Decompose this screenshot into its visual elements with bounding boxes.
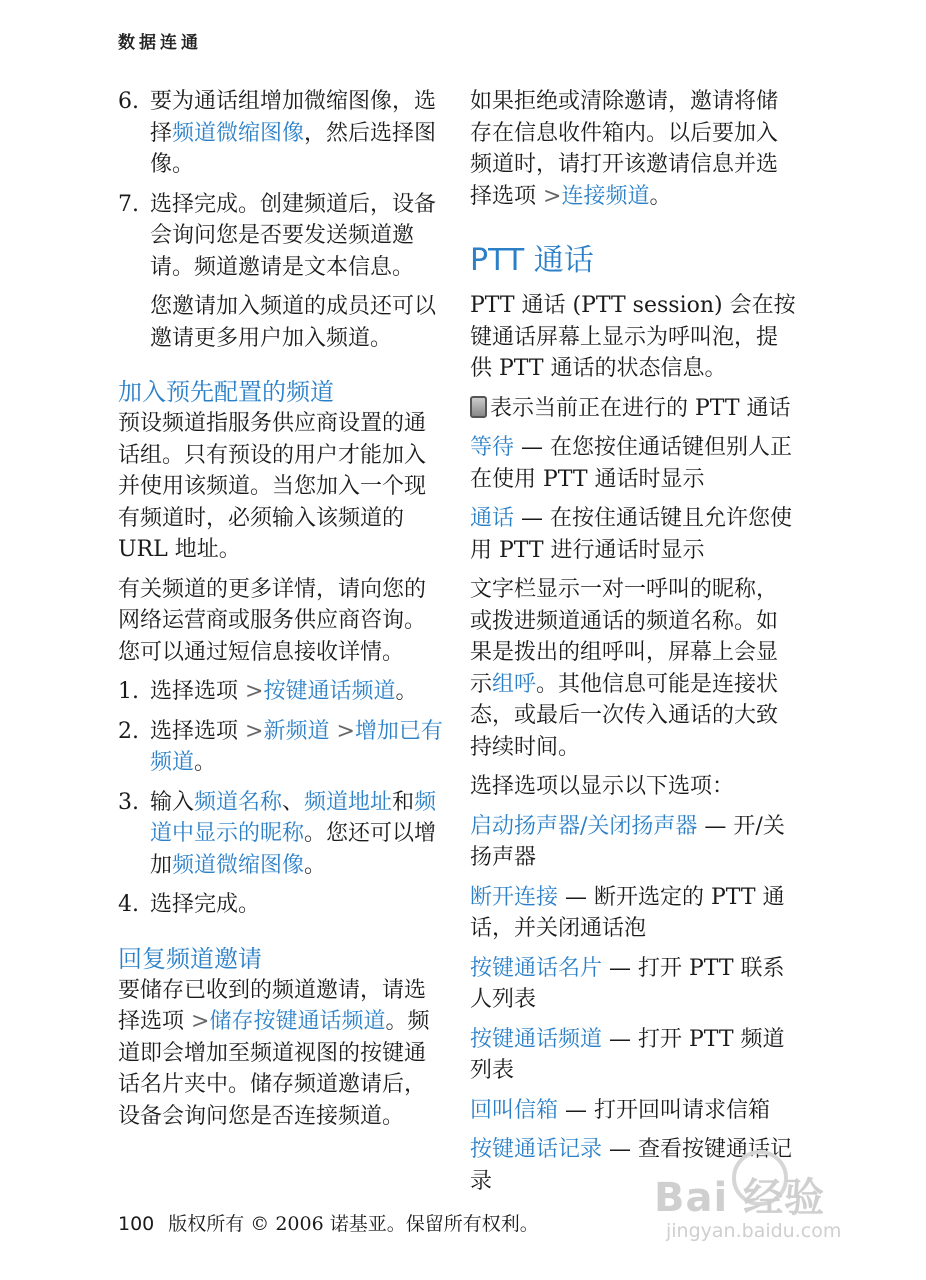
- ptt-session-icon: [470, 396, 487, 418]
- text: 选择: [470, 774, 515, 799]
- key-label: 选项: [140, 1009, 185, 1034]
- key-label: 选项: [194, 679, 239, 704]
- step-text: 选择: [150, 679, 195, 704]
- preset-step-3: [118, 787, 446, 882]
- key-label: 选项: [514, 774, 559, 799]
- term: 断开连接: [470, 884, 559, 910]
- step-number: 1.: [118, 679, 139, 704]
- menu-link: 按键通话频道: [263, 679, 396, 704]
- arrow: >: [329, 718, 355, 744]
- text: 。: [649, 183, 672, 209]
- paragraph: 预设频道指服务供应商设置的通话组。只有预设的用户才能加入并使用该频道。当您加入一个现有频道时，必须输入该频道的 URL 地址。: [118, 411, 427, 562]
- description: — 在您按住通话键但别人正在使用 PTT 通话时显示: [470, 435, 793, 492]
- description: — 在按住通话键且允许您使用 PTT 进行通话时显示: [470, 506, 793, 563]
- menu-link: 储存按键通话频道: [209, 1009, 386, 1034]
- menu-link: 频道名称: [194, 789, 283, 815]
- step-text: ，然后选择图像。: [150, 120, 437, 177]
- text: 。其他信息可能是连接状态，或最后一次传入通话的大致持续时间。: [470, 671, 779, 760]
- step-text: 要为通话组增加微缩图像，选择: [150, 89, 437, 146]
- step-number: 3.: [118, 789, 139, 815]
- step-text: 输入: [150, 789, 195, 815]
- watermark-url: jingyan.baidu.com: [666, 1220, 842, 1242]
- paragraph: [118, 975, 446, 1133]
- menu-link: 频道微缩图像: [172, 120, 305, 146]
- step-text: 、: [282, 789, 305, 815]
- step-7-note: 您邀请加入频道的成员还可以邀请更多用户加入频道。: [150, 294, 437, 351]
- text: 文字栏显示一对一呼叫的昵称，或拨进频道通话的频道名称。如果是拨出的组呼叫，屏幕上会显示: [470, 577, 779, 697]
- option-speaker: [470, 811, 796, 874]
- step-text: 选择: [150, 718, 195, 744]
- text: 表示当前正在进行的 PTT 通话: [490, 395, 791, 421]
- arrow: >: [238, 679, 264, 704]
- running-header: 数据连通: [118, 33, 202, 53]
- page-number: 100: [118, 1213, 155, 1235]
- paragraph: [470, 393, 796, 425]
- footer: [118, 1209, 539, 1236]
- term: 通话: [470, 506, 515, 531]
- arrow: >: [536, 183, 562, 209]
- step-text: 。: [395, 679, 418, 704]
- description: — 开/关扬声器: [470, 813, 785, 870]
- term: 等待: [470, 435, 515, 460]
- menu-link: 连接频道: [561, 183, 650, 209]
- paragraph: [470, 771, 796, 803]
- paragraph: 有关频道的更多详情，请向您的网络运营商或服务供应商咨询。您可以通过短信息接收详情。: [118, 576, 427, 665]
- option-ptt-channels: [470, 1024, 796, 1087]
- description: — 打开 PTT 频道列表: [470, 1026, 785, 1083]
- option-ptt-contacts: [470, 953, 796, 1016]
- key-label: 选项: [194, 718, 239, 744]
- preset-step-4: [118, 889, 446, 921]
- copyright: 版权所有 © 2006 诺基亚。保留所有权利。: [168, 1213, 539, 1235]
- baidu-watermark: [644, 1150, 884, 1246]
- heading-reply-invite: 回复频道邀请: [118, 944, 262, 973]
- preset-step-1: [118, 676, 446, 708]
- step-7: [118, 189, 446, 284]
- step-text: 选择: [150, 191, 195, 217]
- term: 按键通话名片: [470, 955, 603, 981]
- preset-step-2: [118, 716, 446, 779]
- text: 。频道即会增加至频道视图的按键通话名片夹中。储存频道邀请后，设备会询问您是否连接频道。: [118, 1009, 430, 1129]
- option-callback-inbox: [470, 1095, 796, 1127]
- definition-wait: [470, 432, 796, 495]
- option-disconnect: [470, 882, 796, 945]
- description: — 断开选定的 PTT 通话，并关闭通话泡: [470, 884, 785, 941]
- term: 按键通话记录: [470, 1137, 603, 1162]
- step-text: 和: [392, 789, 415, 815]
- definition-talk: [470, 503, 796, 566]
- menu-link: 组呼: [492, 671, 537, 697]
- key-label: 选项: [492, 183, 537, 209]
- paragraph: PTT 通话 (PTT session) 会在按键通话屏幕上显示为呼叫泡，提供 PTT 通话的状态信息。: [470, 293, 796, 381]
- step-number: 2.: [118, 718, 139, 744]
- term: 回叫信箱: [470, 1097, 559, 1123]
- step-text: 。创建频道后，设备会询问您是否要发送频道邀请。频道邀请是文本信息。: [150, 191, 437, 280]
- paragraph: [470, 86, 796, 212]
- description: — 查看按键通话记录: [470, 1137, 793, 1194]
- description: — 打开回叫请求信箱: [558, 1097, 771, 1123]
- right-column: [470, 86, 796, 1205]
- step-number: 4.: [118, 892, 139, 917]
- description: — 打开 PTT 联系人列表: [470, 955, 785, 1012]
- heading-preset-channel: 加入预先配置的频道: [118, 378, 334, 406]
- step-text: 。: [238, 892, 261, 917]
- menu-link: 频道中显示的昵称: [150, 789, 437, 846]
- arrow: >: [184, 1009, 210, 1034]
- heading-ptt-session: PTT 通话: [470, 243, 594, 278]
- step-6: [118, 86, 446, 181]
- step-text: 。您还可以增加: [150, 821, 437, 878]
- step-text: 选择: [150, 892, 195, 917]
- menu-link: 增加已有频道: [150, 718, 443, 775]
- key-label: 完成: [194, 191, 239, 217]
- step-number: 7.: [118, 191, 139, 217]
- text: 要储存已收到的频道邀请，请选择: [118, 977, 427, 1034]
- left-column: [118, 86, 446, 1140]
- watermark-text: Bai 经验: [654, 1175, 826, 1221]
- key-label: 完成: [194, 892, 239, 917]
- text: 以显示以下选项：: [558, 774, 735, 799]
- step-text: 。: [194, 750, 217, 775]
- step-number: 6.: [118, 89, 139, 114]
- term: 启动扬声器/关闭扬声器: [470, 813, 698, 839]
- step-text: 。: [304, 852, 327, 878]
- term: 按键通话频道: [470, 1026, 603, 1052]
- text: 如果拒绝或清除邀请，邀请将储存在信息收件箱内。以后要加入频道时，请打开该邀请信息并选择: [470, 89, 779, 209]
- arrow: >: [238, 718, 264, 744]
- menu-link: 频道微缩图像: [172, 852, 305, 878]
- menu-link: 频道地址: [304, 789, 393, 815]
- paragraph: [470, 574, 796, 763]
- menu-link: 新频道: [263, 718, 330, 744]
